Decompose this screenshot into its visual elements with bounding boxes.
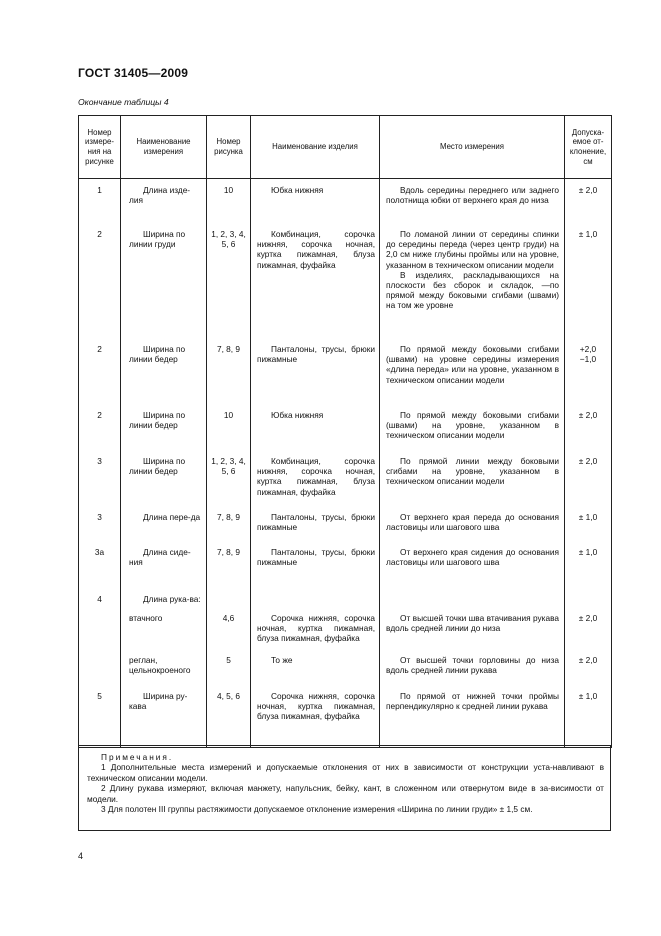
- cell-tolerance: ± 2,0: [565, 410, 612, 456]
- cell-tolerance: ± 2,0: [565, 655, 612, 691]
- cell-place: [380, 229, 565, 344]
- table-row: [79, 410, 612, 456]
- cell-product: Панталоны, трусы, брюки пижамные: [251, 344, 380, 410]
- cell-tolerance: ± 2,0: [565, 613, 612, 655]
- cell-tolerance: ± 1,0: [565, 547, 612, 594]
- cell-tolerance: [565, 594, 612, 613]
- table-row: [79, 229, 612, 344]
- cell-figure: 7, 8, 9: [207, 547, 251, 594]
- cell-number: [79, 613, 121, 655]
- cell-place: По прямой между боковыми сгибами (швами) на уровне середины измерения «длина переда» или на уровне, указанном в техническом описании модели: [380, 344, 565, 410]
- cell-figure: 10: [207, 185, 251, 229]
- cell-product: Сорочка нижняя, сорочка ночная, куртка пижамная, блуза пижамная, фуфайка: [251, 613, 380, 655]
- cell-number: 3: [79, 512, 121, 547]
- cell-product: Юбка нижняя: [251, 185, 380, 229]
- cell-measure-name: Ширина по линии бедер: [121, 456, 207, 512]
- table-row: [79, 594, 612, 613]
- cell-product: Панталоны, трусы, брюки пижамные: [251, 512, 380, 547]
- cell-tolerance: ± 2,0: [565, 456, 612, 512]
- col-header-place: Место измерения: [380, 116, 565, 179]
- cell-figure: 7, 8, 9: [207, 512, 251, 547]
- cell-number: 3а: [79, 547, 121, 594]
- tolerance-plus: +2,0: [579, 344, 597, 354]
- cell-measure-name: Ширина по линии бедер: [121, 410, 207, 456]
- measurement-table: [78, 115, 612, 748]
- cell-tolerance: ± 1,0: [565, 229, 612, 344]
- note-item: 1 Дополнительные места измерений и допускаемые отклонения от них в зависимости от конструкции уста-навливают в техническом описании модели.: [87, 762, 604, 783]
- cell-product: То же: [251, 655, 380, 691]
- cell-number: 3: [79, 456, 121, 512]
- table-row: [79, 547, 612, 594]
- cell-number: 2: [79, 410, 121, 456]
- cell-measure-name: Ширина по линии груди: [121, 229, 207, 344]
- cell-tolerance: ± 1,0: [565, 691, 612, 743]
- cell-number: 2: [79, 229, 121, 344]
- cell-figure: 4, 5, 6: [207, 691, 251, 743]
- cell-place: По прямой от нижней точки проймы перпендикулярно к средней линии рукава: [380, 691, 565, 743]
- table-row: [79, 456, 612, 512]
- cell-measure-name: Длина сиде-ния: [121, 547, 207, 594]
- cell-place: По прямой между боковыми сгибами (швами) на уровне, указанном в техническом описании модели: [380, 410, 565, 456]
- cell-measure-name: Длина рука-ва:: [121, 594, 207, 613]
- note-item: 3 Для полотен III группы растяжимости допускаемое отклонение измерения «Ширина по линии груди» ± 1,5 см.: [101, 804, 533, 815]
- cell-figure: 1, 2, 3, 4, 5, 6: [207, 229, 251, 344]
- table-row: [79, 344, 612, 410]
- cell-product: [251, 594, 380, 613]
- cell-figure: 10: [207, 410, 251, 456]
- table-caption: Окончание таблицы 4: [78, 97, 169, 107]
- cell-product: Комбинация, сорочка нижняя, сорочка ночная, куртка пижамная, блуза пижамная, фуфайка: [251, 229, 380, 344]
- cell-place: От высшей точки шва втачивания рукава вдоль средней линии до низа: [380, 613, 565, 655]
- table-row: [79, 185, 612, 229]
- col-header-number: Номер измере-ния на рисунке: [79, 116, 121, 179]
- col-header-figure: Номер рисунка: [207, 116, 251, 179]
- table-notes: [78, 745, 611, 831]
- cell-figure: 4,6: [207, 613, 251, 655]
- note-item: 2 Длину рукава измеряют, включая манжету, напульсник, бейку, кант, в сложенном или отвернутом виде в за-висимости от модели.: [87, 783, 604, 804]
- tolerance-minus: −1,0: [579, 354, 597, 365]
- cell-product: Комбинация, сорочка нижняя, сорочка ночная, куртка пижамная, блуза пижамная, фуфайка: [251, 456, 380, 512]
- cell-number: 5: [79, 691, 121, 743]
- cell-tolerance: ± 2,0: [565, 185, 612, 229]
- cell-place: По прямой линии между боковыми сгибами на уровне, указанном в техническом описании модели: [380, 456, 565, 512]
- cell-number: [79, 655, 121, 691]
- cell-measure-name: Длина изде-лия: [121, 185, 207, 229]
- page-number: 4: [78, 851, 84, 861]
- cell-measure-name: Ширина по линии бедер: [121, 344, 207, 410]
- cell-number: 2: [79, 344, 121, 410]
- col-header-measure-name: Наименование измерения: [121, 116, 207, 179]
- cell-product: Юбка нижняя: [251, 410, 380, 456]
- table-row: [79, 512, 612, 547]
- cell-place: От верхнего края сидения до основания ластовицы или шагового шва: [380, 547, 565, 594]
- document-title: ГОСТ 31405—2009: [78, 66, 189, 80]
- cell-figure: 5: [207, 655, 251, 691]
- table-row: [79, 613, 612, 655]
- cell-place: Вдоль середины переднего или заднего полотнища юбки от верхнего края до низа: [380, 185, 565, 229]
- table-row: [79, 655, 612, 691]
- cell-place: [380, 594, 565, 613]
- cell-measure-name: реглан, цельнокроеного: [121, 655, 207, 691]
- cell-figure: [207, 594, 251, 613]
- cell-measure-name: Ширина ру-кава: [121, 691, 207, 743]
- cell-figure: 7, 8, 9: [207, 344, 251, 410]
- place-paragraph: По ломаной линии от середины спинки до середины переда (через центр груди) на 2,0 см ниже глубины проймы или на уровне, указанном в техническом описании модели: [386, 229, 559, 270]
- table-header-row: [79, 116, 612, 179]
- col-header-product: Наименование изделия: [251, 116, 380, 179]
- cell-tolerance: [565, 344, 612, 410]
- cell-place: От верхнего края переда до основания ластовицы или шагового шва: [380, 512, 565, 547]
- cell-figure: 1, 2, 3, 4, 5, 6: [207, 456, 251, 512]
- notes-heading: Примечания.: [101, 752, 174, 762]
- cell-number: 1: [79, 185, 121, 229]
- cell-product: Панталоны, трусы, брюки пижамные: [251, 547, 380, 594]
- cell-measure-name: втачного: [121, 613, 207, 655]
- cell-number: 4: [79, 594, 121, 613]
- table-row: [79, 691, 612, 743]
- col-header-tolerance: Допуска-емое от-клонение, см: [565, 116, 612, 179]
- cell-tolerance: ± 1,0: [565, 512, 612, 547]
- cell-product: Сорочка нижняя, сорочка ночная, куртка пижамная, блуза пижамная, фуфайка: [251, 691, 380, 743]
- cell-place: От высшей точки горловины до низа вдоль средней линии рукава: [380, 655, 565, 691]
- cell-measure-name: Длина пере-да: [121, 512, 207, 547]
- place-paragraph: В изделиях, раскладывающихся на плоскости без сборок и складок, —по прямой между боковыми сгибами (швами) на том же уровне: [386, 269, 559, 311]
